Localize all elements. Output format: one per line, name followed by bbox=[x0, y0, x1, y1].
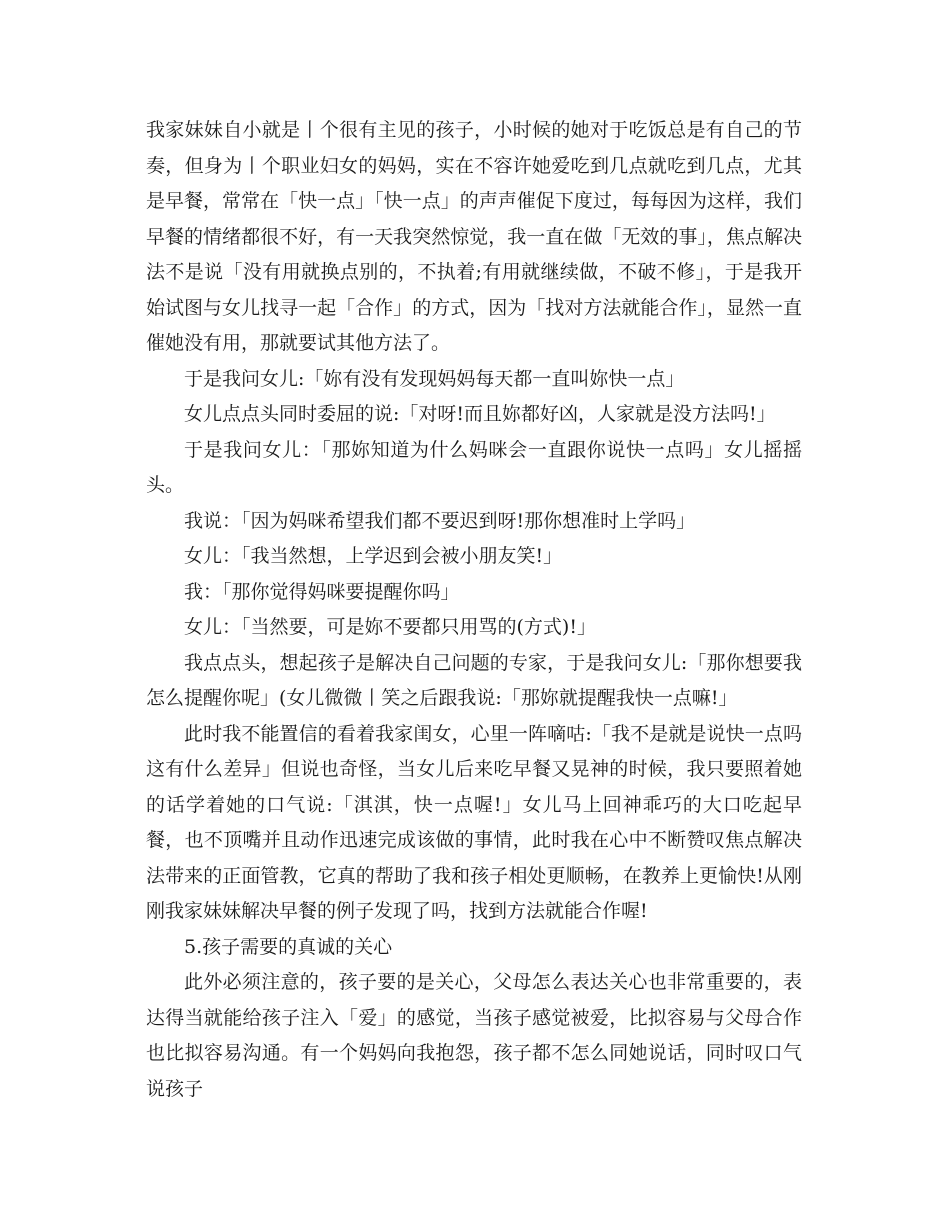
paragraph-dialogue: 于是我问女儿：「那妳知道为什么妈咪会一直跟你说快一点吗」女儿摇摇头。 bbox=[146, 438, 802, 496]
paragraph-dialogue: 女儿：「我当然想，上学迟到会被小朋友笑!」 bbox=[184, 545, 563, 567]
paragraph-dialogue: 于是我问女儿:「妳有没有发现妈妈每天都一直叫妳快一点」 bbox=[184, 367, 685, 390]
paragraph-body: 我点点头，想起孩子是解决自己问题的专家，于是我问女儿:「那你想要我怎么提醒你呢」(女儿微微丨笑之后跟我说:「那妳就提醒我快一点嘛!」 bbox=[146, 651, 802, 709]
paragraph-intro: 我家妹妹自小就是丨个很有主见的孩子，小时候的她对于吃饭总是有自己的节奏，但身为丨个职业妇女的妈妈，实在不容许她爱吃到几点就吃到几点，尤其是早餐，常常在「快一点」「快一点」的声声催促下度过，每每因为这样，我们早餐的情绪都很不好，有一天我突然惊觉，我一直在做「无效的事」，焦点解决法不是说「没有用就换点别的，不执着;有用就继续做，不破不修」，于是我开始试图与女儿找寻一起「合作」的方式，因为「找对方法就能合作」，显然一直催她没有用，那就要试其他方法了。 bbox=[146, 119, 802, 354]
paragraph-body: 此外必须注意的，孩子要的是关心，父母怎么表达关心也非常重要的，表达得当就能给孩子注入「爱」的感觉，当孩子感觉被爱，比拟容易与父母合作也比拟容易沟通。有一个妈妈向我抱怨，孩子都不怎么同她说话，同时叹口气说孩子 bbox=[146, 971, 802, 1100]
paragraph-dialogue: 女儿点点头同时委屈的说:「对呀!而且妳都好凶，人家就是没方法吗!」 bbox=[184, 403, 776, 425]
article-body bbox=[146, 113, 802, 1107]
section-heading: 5.孩子需要的真诚的关心 bbox=[184, 935, 393, 958]
paragraph-dialogue: 我：「那你觉得妈咪要提醒你吗」 bbox=[184, 580, 460, 603]
paragraph-dialogue: 女儿：「当然要，可是妳不要都只用骂的(方式)!」 bbox=[184, 616, 596, 638]
paragraph-dialogue: 我说：「因为妈咪希望我们都不要迟到呀!那你想准时上学吗」 bbox=[184, 509, 696, 532]
paragraph-body: 此时我不能置信的看着我家闺女，心里一阵嘀咕:「我不是就是说快一点吗这有什么差异」但说也奇怪，当女儿后来吃早餐又晃神的时候，我只要照着她的话学着她的口气说:「淇淇，快一点喔!」女儿马上回神乖巧的大口吃起早餐，也不顶嘴并且动作迅速完成该做的事情，此时我在心中不断赞叹焦点解决法带来的正面管教，它真的帮助了我和孩子相处更顺畅，在教养上更愉快!从刚刚我家妹妹解决早餐的例子发现了吗，找到方法就能合作喔! bbox=[146, 722, 802, 922]
